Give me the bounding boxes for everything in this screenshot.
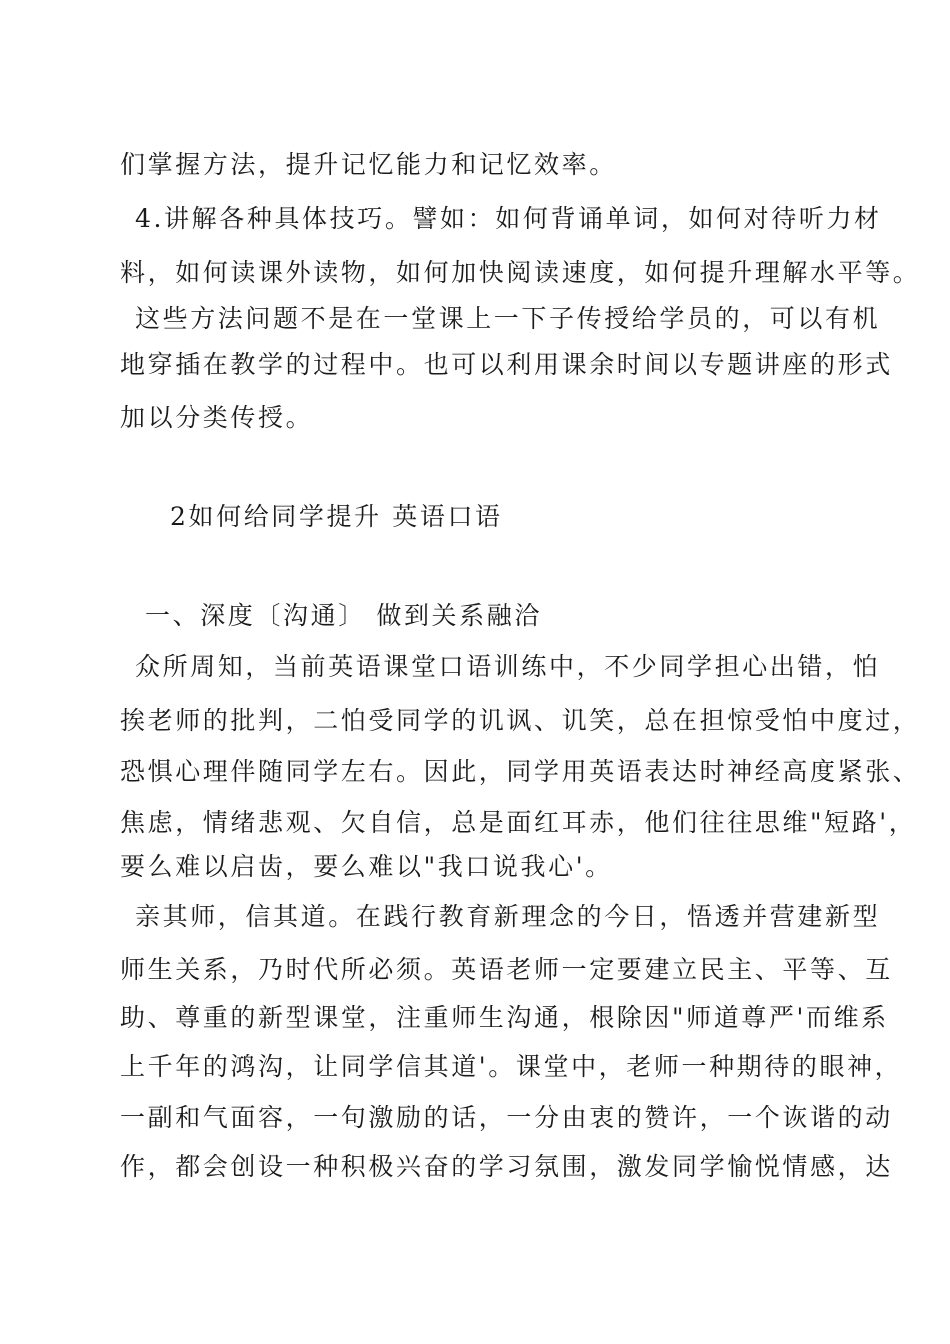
- text-line: 亲其师，信其道。在践行教育新理念的今日，悟透并营建新型: [135, 902, 881, 931]
- text-line: 加以分类传授。: [120, 403, 314, 432]
- text-line: 助、尊重的新型课堂，注重师生沟通，根除因"师道尊严'而维系: [120, 1003, 889, 1032]
- text-line: 师生关系，乃时代所必须。英语老师一定要建立民主、平等、互: [120, 955, 893, 984]
- text-line: 一副和气面容，一句激励的话，一分由衷的赞许，一个诙谐的动: [120, 1103, 893, 1132]
- text-line: 地穿插在教学的过程中。也可以利用课余时间以专题讲座的形式: [120, 350, 893, 379]
- text-line: 作，都会创设一种积极兴奋的学习氛围，激发同学愉悦情感，达: [120, 1152, 893, 1181]
- text-line: 上千年的鸿沟，让同学信其道'。课堂中，老师一种期待的眼神，: [120, 1052, 903, 1081]
- text-line: 这些方法问题不是在一堂课上一下子传授给学员的，可以有机: [135, 304, 881, 333]
- section-heading: 2如何给同学提升 英语口语: [170, 502, 503, 531]
- text-line: 挨老师的批判，二怕受同学的讥讽、讥笑，总在担惊受怕中度过，: [120, 706, 921, 735]
- text-line: 料，如何读课外读物，如何加快阅读速度，如何提升理解水平等。: [120, 258, 921, 287]
- text-line: 4.讲解各种具体技巧。譬如：如何背诵单词，如何对待听力材: [135, 204, 882, 233]
- text-line: 焦虑，情绪悲观、欠自信，总是面红耳赤，他们往往思维"短路'，: [120, 808, 917, 837]
- text-line: 们掌握方法，提升记忆能力和记忆效率。: [120, 150, 617, 179]
- text-line: 要么难以启齿，要么难以"我口说我心'。: [120, 852, 613, 881]
- text-line: 恐惧心理伴随同学左右。因此，同学用英语表达时神经高度紧张、: [120, 757, 921, 786]
- text-line: 众所周知，当前英语课堂口语训练中，不少同学担心出错，怕: [135, 652, 881, 681]
- subsection-heading: 一、深度〔沟通〕 做到关系融洽: [145, 601, 542, 630]
